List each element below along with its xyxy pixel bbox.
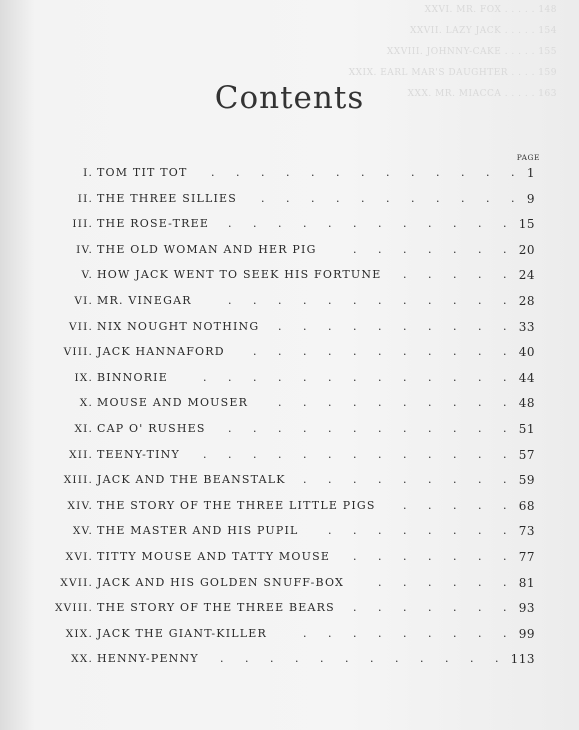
leader-dot: .: [503, 217, 507, 231]
toc-entry: [0, 598, 579, 618]
toc-entry-title: JACK AND THE BEANSTALK: [97, 473, 286, 487]
toc-entry: [0, 240, 579, 260]
leader-dot: .: [378, 319, 382, 333]
leader-dot: .: [453, 601, 457, 615]
toc-entry: [0, 624, 579, 644]
toc-entry-page: 28: [518, 294, 535, 308]
leader-dot: .: [403, 268, 407, 282]
toc-entry: [0, 419, 579, 439]
leader-dot: .: [478, 601, 482, 615]
leader-dot: .: [503, 319, 507, 333]
leader-dot: .: [353, 370, 357, 384]
leader-dot: .: [228, 217, 232, 231]
leader-dot: .: [353, 345, 357, 359]
leader-dot: .: [461, 166, 465, 179]
leader-dot: .: [428, 498, 432, 512]
toc-entry-title: THE MASTER AND HIS PUPIL: [97, 524, 299, 538]
leader-dot: .: [478, 217, 482, 231]
leader-dot: .: [403, 498, 407, 512]
leader-dot: .: [311, 191, 315, 205]
leader-dot: .: [253, 294, 257, 307]
toc-entry-page: 113: [510, 652, 535, 667]
leader-dot: .: [328, 422, 332, 435]
leader-dot: .: [303, 217, 307, 231]
leader-dot: .: [478, 422, 482, 435]
toc-entry: [0, 214, 579, 234]
leader-dot: .: [403, 319, 407, 333]
leader-dot: .: [320, 652, 324, 666]
leader-dot: .: [478, 550, 482, 563]
toc-entry-number: XVI.: [65, 551, 93, 563]
leader-dot: .: [411, 166, 415, 179]
leader-dot: .: [453, 319, 457, 333]
leader-dot: .: [428, 601, 432, 615]
leader-dot: .: [353, 396, 357, 410]
leader-dot: .: [361, 191, 365, 205]
leader-dot: .: [295, 652, 299, 666]
leader-dot: .: [428, 447, 432, 461]
leader-dot: .: [428, 370, 432, 384]
leader-dot: .: [303, 447, 307, 461]
leader-dot: .: [328, 294, 332, 307]
leader-dot: .: [278, 217, 282, 231]
leader-dot: .: [328, 447, 332, 461]
leader-dot: .: [328, 473, 332, 487]
leader-dot: .: [503, 242, 507, 256]
leader-dot: .: [503, 550, 507, 563]
leader-dot: .: [403, 345, 407, 359]
toc-entry-number: X.: [79, 397, 93, 410]
leader-dot: .: [436, 166, 440, 179]
leader-dot: .: [478, 294, 482, 307]
leader-dot: .: [353, 601, 357, 615]
leader-dot: .: [328, 370, 332, 384]
toc-entry-page: 44: [518, 370, 535, 385]
leader-dot: .: [353, 319, 357, 333]
toc-entry-page: 1: [526, 166, 535, 180]
leader-dot: .: [278, 370, 282, 384]
toc-entry-page: 40: [518, 345, 535, 360]
leader-dot: .: [428, 550, 432, 563]
toc-entry-number: IX.: [74, 371, 93, 384]
toc-entry-title: TOM TIT TOT: [97, 166, 188, 179]
toc-entry-number: III.: [72, 218, 93, 231]
leader-dot: .: [453, 498, 457, 512]
leader-dot: .: [378, 447, 382, 461]
leader-dot: .: [428, 396, 432, 410]
leader-dot: .: [286, 191, 290, 205]
leader-dot: .: [478, 498, 482, 512]
leader-dot: .: [478, 396, 482, 410]
toc-entry-title: BINNORIE: [97, 370, 168, 384]
leader-dot: .: [503, 370, 507, 384]
leader-dot: .: [461, 191, 465, 205]
leader-dot: .: [428, 242, 432, 256]
toc-entry-title: JACK AND HIS GOLDEN SNUFF-BOX: [97, 575, 345, 589]
toc-entry-title: HOW JACK WENT TO SEEK HIS FORTUNE: [97, 268, 382, 282]
leader-dot: .: [428, 268, 432, 282]
leader-dot: .: [336, 166, 340, 179]
leader-dot: .: [203, 370, 207, 384]
toc-entry-page: 57: [518, 447, 535, 462]
leader-dot: .: [228, 422, 232, 435]
leader-dot: .: [311, 166, 315, 179]
leader-dot: .: [236, 166, 240, 179]
leader-dot: .: [478, 524, 482, 538]
leader-dot: .: [428, 473, 432, 487]
toc-entry-page: 15: [518, 217, 535, 232]
leader-dot: .: [428, 217, 432, 231]
leader-dot: .: [253, 422, 257, 435]
toc-entry-title: NIX NOUGHT NOTHING: [97, 319, 260, 333]
toc-entry: [0, 496, 579, 516]
leader-dot: .: [403, 601, 407, 615]
leader-dot: .: [303, 473, 307, 487]
leader-dot: .: [503, 422, 507, 435]
leader-dot: .: [353, 242, 357, 256]
leader-dot: .: [411, 191, 415, 205]
leader-dot: .: [428, 319, 432, 333]
leader-dot: .: [278, 294, 282, 307]
leader-dot: .: [253, 217, 257, 231]
page-column-header: PAGE: [516, 153, 540, 162]
leader-dot: .: [495, 652, 499, 666]
bleed-through-line: XXX. MR. MIACCA . . . . . 163: [407, 89, 557, 99]
toc-entry-page: 24: [518, 268, 535, 283]
toc-entry: [0, 649, 579, 669]
leader-dot: .: [253, 345, 257, 359]
leader-dot: .: [228, 370, 232, 384]
leader-dot: .: [370, 652, 374, 666]
bleed-through-line: XXVII. LAZY JACK . . . . . 154: [409, 26, 557, 36]
leader-dot: .: [386, 166, 390, 179]
leader-dot: .: [211, 166, 215, 179]
leader-dot: .: [378, 473, 382, 487]
leader-dot: .: [378, 370, 382, 384]
toc-entry-title: JACK THE GIANT-KILLER: [97, 626, 267, 640]
toc-entry-number: II.: [77, 192, 93, 205]
leader-dot: .: [378, 524, 382, 538]
leader-dot: .: [428, 345, 432, 359]
toc-entry-title: THE OLD WOMAN AND HER PIG: [97, 242, 317, 256]
leader-dot: .: [253, 370, 257, 384]
leader-dot: .: [303, 422, 307, 435]
leader-dot: .: [453, 473, 457, 487]
leader-dot: .: [503, 473, 507, 487]
toc-entry: [0, 342, 579, 362]
leader-dot: .: [453, 524, 457, 538]
leader-dot: .: [511, 191, 515, 205]
leader-dot: .: [503, 345, 507, 359]
toc-entry-page: 48: [518, 396, 535, 411]
leader-dot: .: [445, 652, 449, 666]
toc-entry-title: TITTY MOUSE AND TATTY MOUSE: [97, 550, 331, 563]
toc-entry-number: XV.: [72, 525, 93, 538]
toc-entry-number: VII.: [68, 320, 93, 333]
toc-entry-number: XVIII.: [54, 602, 93, 615]
leader-dot: .: [278, 396, 282, 410]
leader-dot: .: [503, 498, 507, 512]
toc-entry-page: 68: [518, 498, 535, 513]
toc-entry-page: 81: [518, 575, 535, 590]
leader-dot: .: [453, 345, 457, 359]
leader-dot: .: [503, 268, 507, 282]
leader-dot: .: [303, 319, 307, 333]
leader-dot: .: [378, 217, 382, 231]
leader-dot: .: [353, 217, 357, 231]
toc-entry-title: THE STORY OF THE THREE BEARS: [97, 601, 335, 615]
toc-entry-number: XIII.: [63, 474, 93, 487]
toc-entry-page: 51: [518, 422, 535, 436]
leader-dot: .: [303, 370, 307, 384]
leader-dot: .: [378, 550, 382, 563]
toc-entry-number: VIII.: [63, 346, 93, 359]
toc-entry-number: XII.: [69, 448, 93, 461]
leader-dot: .: [303, 396, 307, 410]
toc-entry-number: IV.: [76, 243, 93, 256]
leader-dot: .: [403, 294, 407, 307]
leader-dot: .: [478, 575, 482, 589]
toc-entry-title: JACK HANNAFORD: [97, 345, 225, 359]
toc-entry: [0, 291, 579, 311]
toc-entry-title: HENNY-PENNY: [97, 652, 199, 666]
toc-entry-title: THE ROSE-TREE: [97, 217, 210, 231]
leader-dot: .: [378, 626, 382, 640]
leader-dot: .: [278, 345, 282, 359]
leader-dot: .: [328, 626, 332, 640]
leader-dot: .: [378, 345, 382, 359]
leader-dot: .: [478, 319, 482, 333]
leader-dot: .: [453, 294, 457, 307]
toc-entry-title: MR. VINEGAR: [97, 294, 192, 307]
leader-dot: .: [428, 294, 432, 307]
toc-entry-number: XVII.: [60, 576, 93, 589]
leader-dot: .: [228, 447, 232, 461]
bleed-through-line: XXVIII. JOHNNY-CAKE . . . . . 155: [386, 47, 557, 57]
leader-dot: .: [378, 422, 382, 435]
leader-dot: .: [478, 242, 482, 256]
leader-dot: .: [328, 524, 332, 538]
toc-entry-number: VI.: [74, 295, 93, 307]
toc-entry-page: 73: [518, 524, 535, 539]
leader-dot: .: [245, 652, 249, 666]
leader-dot: .: [478, 370, 482, 384]
toc-entry-number: V.: [81, 269, 93, 282]
leader-dot: .: [478, 345, 482, 359]
toc-entry-title: CAP O' RUSHES: [97, 422, 206, 435]
leader-dot: .: [486, 191, 490, 205]
leader-dot: .: [278, 422, 282, 435]
leader-dot: .: [428, 524, 432, 538]
leader-dot: .: [470, 652, 474, 666]
leader-dot: .: [478, 447, 482, 461]
toc-entry-page: 59: [518, 473, 535, 488]
leader-dot: .: [353, 447, 357, 461]
leader-dot: .: [453, 626, 457, 640]
leader-dot: .: [428, 575, 432, 589]
toc-entry-title: MOUSE AND MOUSER: [97, 396, 249, 410]
leader-dot: .: [378, 242, 382, 256]
leader-dot: .: [345, 652, 349, 666]
toc-entry: [0, 317, 579, 337]
toc-entry: [0, 573, 579, 593]
toc-entry: [0, 368, 579, 388]
leader-dot: .: [420, 652, 424, 666]
leader-dot: .: [353, 626, 357, 640]
leader-dot: .: [403, 370, 407, 384]
toc-entry-number: XI.: [74, 423, 93, 435]
toc-entry: [0, 445, 579, 465]
toc-entry-title: THE STORY OF THE THREE LITTLE PIGS: [97, 498, 376, 512]
leader-dot: .: [328, 345, 332, 359]
leader-dot: .: [303, 345, 307, 359]
leader-dot: .: [403, 550, 407, 563]
toc-entry-number: XX.: [71, 653, 93, 666]
toc-entry-page: 9: [526, 191, 535, 206]
leader-dot: .: [453, 242, 457, 256]
leader-dot: .: [403, 422, 407, 435]
leader-dot: .: [453, 396, 457, 410]
leader-dot: .: [378, 601, 382, 615]
leader-dot: .: [278, 447, 282, 461]
leader-dot: .: [270, 652, 274, 666]
leader-dot: .: [478, 268, 482, 282]
leader-dot: .: [503, 396, 507, 410]
leader-dot: .: [503, 524, 507, 538]
leader-dot: .: [261, 166, 265, 179]
leader-dot: .: [228, 294, 232, 307]
leader-dot: .: [353, 294, 357, 307]
leader-dot: .: [403, 217, 407, 231]
leader-dot: .: [403, 447, 407, 461]
leader-dot: .: [403, 242, 407, 256]
leader-dot: .: [378, 396, 382, 410]
leader-dot: .: [478, 626, 482, 640]
bleed-through-line: XXVI. MR. FOX . . . . . 148: [424, 5, 557, 15]
leader-dot: .: [403, 473, 407, 487]
toc-entry: [0, 521, 579, 541]
leader-dot: .: [403, 626, 407, 640]
page-title: Contents: [214, 80, 365, 116]
toc-entry: [0, 189, 579, 209]
leader-dot: .: [428, 422, 432, 435]
leader-dot: .: [203, 447, 207, 461]
toc-entry-number: XIV.: [67, 499, 93, 512]
toc-entry: [0, 547, 579, 567]
leader-dot: .: [486, 166, 490, 179]
leader-dot: .: [503, 575, 507, 589]
toc-entry: [0, 393, 579, 413]
leader-dot: .: [328, 319, 332, 333]
leader-dot: .: [403, 396, 407, 410]
leader-dot: .: [503, 626, 507, 640]
leader-dot: .: [403, 524, 407, 538]
leader-dot: .: [453, 370, 457, 384]
toc-entry-number: XIX.: [65, 627, 93, 640]
leader-dot: .: [503, 294, 507, 307]
leader-dot: .: [328, 396, 332, 410]
leader-dot: .: [378, 294, 382, 307]
leader-dot: .: [453, 447, 457, 461]
leader-dot: .: [428, 626, 432, 640]
toc-entry: [0, 265, 579, 285]
leader-dot: .: [353, 473, 357, 487]
leader-dot: .: [336, 191, 340, 205]
leader-dot: .: [261, 191, 265, 205]
leader-dot: .: [453, 268, 457, 282]
toc-entry-number: I.: [83, 167, 93, 179]
toc-entry: [0, 163, 579, 183]
toc-entry-page: 33: [518, 319, 535, 334]
toc-entry-page: 99: [518, 626, 535, 641]
leader-dot: .: [353, 550, 357, 563]
toc-entry-page: 93: [518, 601, 535, 616]
leader-dot: .: [503, 447, 507, 461]
leader-dot: .: [453, 217, 457, 231]
leader-dot: .: [303, 294, 307, 307]
leader-dot: .: [395, 652, 399, 666]
toc-entry-title: TEENY-TINY: [97, 447, 180, 461]
toc-entry: [0, 470, 579, 490]
toc-entry-page: 77: [518, 550, 535, 564]
leader-dot: .: [453, 575, 457, 589]
leader-dot: .: [220, 652, 224, 666]
leader-dot: .: [436, 191, 440, 205]
leader-dot: .: [303, 626, 307, 640]
leader-dot: .: [378, 575, 382, 589]
leader-dot: .: [353, 422, 357, 435]
leader-dot: .: [478, 473, 482, 487]
leader-dot: .: [361, 166, 365, 179]
leader-dot: .: [253, 447, 257, 461]
toc-entry-title: THE THREE SILLIES: [97, 191, 238, 205]
leader-dot: .: [511, 166, 515, 179]
leader-dot: .: [328, 217, 332, 231]
leader-dot: .: [453, 422, 457, 435]
leader-dot: .: [403, 575, 407, 589]
leader-dot: .: [386, 191, 390, 205]
leader-dot: .: [453, 550, 457, 563]
leader-dot: .: [353, 524, 357, 538]
leader-dot: .: [278, 319, 282, 333]
toc-entry-page: 20: [518, 242, 535, 257]
leader-dot: .: [503, 601, 507, 615]
leader-dot: .: [286, 166, 290, 179]
bleed-through-line: XXIX. EARL MAR'S DAUGHTER . . . . 159: [348, 68, 557, 78]
